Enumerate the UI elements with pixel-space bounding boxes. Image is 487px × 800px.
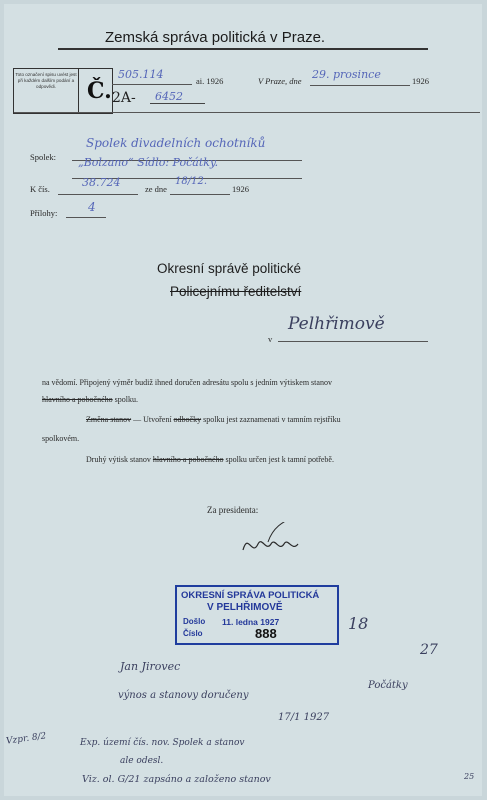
note-5: výnos a stanovy doručeny (118, 690, 249, 701)
ze-dne-handwritten: 18/12. (175, 176, 207, 187)
addressee-place: Pelhřimově (288, 314, 385, 334)
receipt-stamp (175, 585, 339, 645)
date-line (310, 85, 410, 86)
reference-series: 2A- (112, 90, 136, 106)
addressee-line-1: Okresní správě politické (157, 261, 302, 276)
note-2: 27 (420, 642, 438, 658)
body-p2-b: spolku jest zaznamenati v tamním rejstříku (201, 415, 341, 424)
reference-line (112, 84, 192, 85)
addressee-line (278, 341, 428, 342)
strike-main-branch-2: hlavního a pobočného (152, 455, 224, 464)
note-9: Viz. ol. G/21 zapsáno a založeno stanov (82, 774, 271, 785)
body-paragraph-2 (86, 415, 341, 424)
stamp-dosl-label: Došlo (183, 617, 206, 626)
prilohy-line (66, 217, 106, 218)
stamp-dosl-value: 11. ledna 1927 (222, 617, 280, 627)
header-rule (58, 48, 428, 50)
date-handwritten: 29. prosince (312, 68, 381, 81)
ai-label: ai. 1926 (196, 76, 224, 86)
prilohy-handwritten: 4 (88, 200, 96, 214)
addressee-v-label: v (268, 334, 273, 344)
body-paragraph-1a: na vědomí. Připojený výměr budiž ihned doručen adresátu spolu s jedním výtiskem stanov (42, 378, 332, 387)
body-paragraph-1b (42, 395, 138, 404)
kcis-line (58, 194, 138, 195)
body-p3-b: spolku určen jest k tamní potřebě. (223, 455, 334, 464)
authority-title: Zemská správa politická v Praze. (105, 29, 326, 46)
note-7: Exp. území čís. nov. Spolek a stanov (80, 738, 245, 748)
signature-label: Za presidenta: (207, 505, 259, 515)
note-8: ale odesl. (120, 756, 164, 766)
strike-change-statute: Změna stanov (86, 415, 132, 424)
prilohy-label: Přílohy: (30, 208, 58, 218)
kcis-label: K čís. (30, 184, 50, 194)
notice-text: Toto označení spisu uvést jest při každém dalším podání a odpovědi. (15, 72, 77, 89)
body-paragraph-3 (86, 455, 334, 464)
reference-symbol: Č. (87, 78, 112, 104)
spolek-label: Spolek: (30, 152, 56, 162)
date-prefix: V Praze, dne (258, 76, 302, 86)
spolek-handwritten-2: „Bolzano“ Sídlo: Počátky. (78, 156, 219, 169)
ze-dne-label: ze dne (145, 184, 167, 194)
strike-main-branch-1: hlavního a pobočného (42, 395, 113, 404)
signature (238, 522, 308, 566)
signature-scribble (238, 522, 308, 562)
reference-number: 6452 (155, 90, 183, 103)
form-rule (14, 112, 480, 113)
margin-note: Vzpr. 8/2 (5, 731, 48, 747)
addressee-line-2: Policejnímu ředitelství (170, 284, 302, 299)
ze-dne-line (170, 194, 230, 195)
stamp-cislo-value: 888 (255, 626, 277, 641)
signature-text (238, 522, 241, 523)
stamp-cislo-label: Číslo (183, 629, 203, 638)
date-year: 1926 (412, 76, 429, 86)
note-1: 18 (348, 614, 369, 633)
kcis-handwritten: 38.724 (82, 176, 121, 189)
note-4: Počátky (368, 680, 408, 691)
note-6: 17/1 1927 (278, 712, 330, 723)
reference-handwritten: 505.114 (118, 68, 164, 81)
stamp-line-2: V PELHŘIMOVĚ (207, 602, 283, 613)
stamp-line-1: OKRESNÍ SPRÁVA POLITICKÁ (181, 590, 320, 601)
body-p3-a: Druhý výtisk stanov (86, 455, 153, 464)
spolek-handwritten-1: Spolek divadelních ochotníků (86, 136, 266, 150)
note-3: Jan Jirovec (120, 660, 181, 673)
ze-dne-year: 1926 (232, 184, 249, 194)
body-p1-rest: spolku. (112, 395, 138, 404)
body-paragraph-2c: spolkovém. (42, 434, 80, 443)
corner-note: 25 (464, 772, 475, 781)
reference-number-line (150, 103, 205, 104)
strike-branch: odbočky (173, 415, 202, 424)
body-p2-a: — Utvoření (131, 415, 174, 424)
